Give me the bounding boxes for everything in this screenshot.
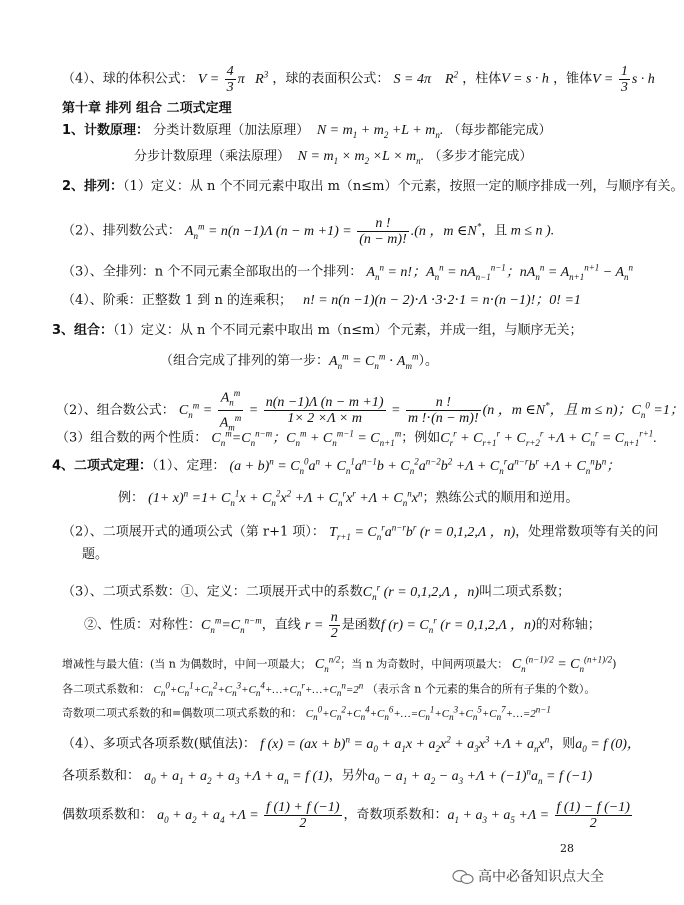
footer-watermark bbox=[452, 866, 604, 886]
binomial-example: 例： $(1+ x)^n =1+ C_n^1x + C_n^2x^2 +\Lambda + C_n^rx^r +\Lambda + C_n^nx^n$；熟练公式的顺用和逆用。 bbox=[118, 488, 579, 508]
polynomial-coefficients: （4）、多项式各项系数(赋值法)： f $(x) = (ax + b)^n = a_0 + a_1x + a_2x^2 + a_3x^3 +\Lambda + a_nx^n$，则$a_0 = f$ (0)， bbox=[62, 734, 641, 754]
formula-sphere-volume: V = $\frac{4}{3}$ π $R^3$ bbox=[197, 64, 269, 95]
combination-formula: （2）、组合数公式： $C_n^m$ = $\frac{A_n^m}{A_m^m}$ = $\frac{n(n -1)\Lambda (n - m +1)}{1\times 2 \times\Lambda \times m}$ = $\frac{n !}{m !\cdot(n - m)!}$ (n ，m ∈N*，且 m ≤ n)；$C_n^0 =1$； bbox=[56, 388, 684, 433]
wechat-icon bbox=[452, 869, 474, 885]
even-odd-coefficient-sum: 偶数项系数和： $a_0 + a_2 + a_4 +\Lambda$ = $\frac{f (1) + f (-1)}{2}$ ，奇数项系数和：$a_1 + a_3 + a_5 +\Lambda$ = $\frac{f (1) - f (-1)}{2}$ bbox=[62, 800, 630, 831]
text-cone-label: ，锥体 bbox=[553, 71, 593, 87]
binomial-symmetry: ②、性质：对称性：$C_n^m=C_n^{n-m}$，直线 r = $\frac{n}{2}$ 是函数f $(r) = C_n^r$ (r = 0,1,2,Λ ，n)的对称轴； bbox=[84, 610, 601, 641]
section-heading: 3、组合： bbox=[52, 323, 114, 338]
binomial-coefficient-def: （3）、二项式系数：①、定义：二项展开式中的系数$C_n^r$ (r = 0,1,2,Λ ，n)叫二项式系数； bbox=[62, 582, 571, 602]
combination-note: （组合完成了排列的第一步：$A_n^m = C_n^m \cdot A_m^m$）。 bbox=[160, 351, 438, 371]
formula-volume-line: （4）、球的体积公式： V = $\frac{4}{3}$ π $R^3$ ，球的表面积公式： S = 4π $R^2$ ，柱体V = s · h ，锥体V = $\frac{1}{3}$ s · h bbox=[62, 64, 655, 95]
odd-even-sum: 奇数项二项式系数的和=偶数项二项式系数的和： $C_n^0+C_n^2+C_n^4+C_n^6+\dots=C_n^1+C_n^3+C_n^5+C_n^7+\dots=2^{n-1}$ bbox=[62, 704, 551, 722]
section-permutation-def: 2、排列：（1）定义：从 n 个不同元素中取出 m（n≤m）个元素，按照一定的顺序排成一列，与顺序有关。 bbox=[62, 179, 684, 194]
monotonicity: 增减性与最大值：(当 n 为偶数时，中间一项最大； $C_n^{n/2}$；当 n 为奇数时，中间两项最大： $C_n^{(n-1)/2} = C_n^{(n+1)/2}$) bbox=[62, 654, 617, 674]
combination-properties: （3）组合数的两个性质： $C_n^m=C_n^{n-m}$；$C_n^m + C_n^{m-1} = C_{n+1}^m$；例如$C_r^r + C_{r+1}^r + C_{r+2}^r +\Lambda + C_n^r = C_{n+1}^{r+1}$. bbox=[56, 428, 657, 448]
page-number: 28 bbox=[560, 842, 574, 855]
full-permutation: （3）、全排列：n 个不同元素全部取出的一个排列： $A_n^n = n$!；$A_n^n = nA_{n-1}^{n-1}$；$nA_n^n = A_{n+1}^{n+1} - A_n^n$ bbox=[62, 262, 634, 282]
factorial: （4）、阶乘：正整数 1 到 n 的连乘积； n! = n(n −1)(n − 2)⋅Λ ⋅3⋅2⋅1 = n⋅(n −1)!；0! =1 bbox=[62, 293, 581, 308]
section-heading: 2、排列： bbox=[62, 179, 124, 194]
permutation-formula: （2）、排列数公式： $A_n^m = n(n -1)\Lambda$ (n − m +1) = $\frac{n !}{(n - m)!}$ .(n ，m ∈N*，且 m ≤ n ). bbox=[62, 216, 555, 247]
formula-sphere-surface: S = 4π $R^2$ bbox=[393, 69, 459, 87]
section-counting-add: 1、计数原理： 分类计数原理（加法原理） $N = m_1 + m_2 +L + m_n$. （每步都能完成） bbox=[62, 123, 552, 140]
binomial-theorem: 4、二项式定理：（1）、定理： $(a + b)^n = C_n^0a^n + C_n^1a^{n-1}b + C_n^2a^{n-2}b^2 +\Lambda + C_n^ra^{n-r}b^r +\Lambda + C_n^nb^n$； bbox=[52, 456, 621, 476]
section-heading: 1、计数原理： bbox=[62, 123, 150, 138]
text-surface-label: ，球的表面积公式： bbox=[272, 71, 390, 87]
footer-text: 高中必备知识点大全 bbox=[478, 869, 604, 885]
section-heading: 4、二项式定理： bbox=[52, 458, 153, 474]
coefficient-sum: 各二项式系数和： $C_n^0+C_n^1+C_n^2+C_n^3+C_n^4+\dots+C_n^r+\dots+C_n^n=2^n$ （表示含 n 个元素的集合的所有子集的个数）。 bbox=[62, 680, 596, 698]
text-volume-label: （4）、球的体积公式： bbox=[62, 71, 194, 87]
section-combination-def: 3、组合：（1）定义：从 n 个不同元素中取出 m（n≤m）个元素，并成一组，与顺序无关； bbox=[52, 323, 583, 338]
text-cylinder-label: ，柱体 bbox=[462, 71, 502, 87]
all-coefficients-sum: 各项系数和： $a_0 + a_1 + a_2 + a_3 +\Lambda + a_n = f$ (1)，另外$a_0 - a_1 + a_2 - a_3 +\Lambda + (-1)^na_n = f$ (−1) bbox=[62, 766, 593, 786]
chapter-title: 第十章 排列 组合 二项式定理 bbox=[62, 101, 232, 116]
general-term: （2）、二项展开式的通项公式（第 r+1 项）： $T_{r+1} = C_n^ra^{n-r}b^r$ (r = 0,1,2,Λ ，n)，处理常数项等有关的问 bbox=[62, 522, 659, 542]
section-counting-mul: 分步计数原理（乘法原理） $N = m_1 \times m_2 \times L \times m_n$. （多步才能完成） bbox=[134, 149, 533, 166]
general-term-wrap: 题。 bbox=[82, 547, 109, 562]
